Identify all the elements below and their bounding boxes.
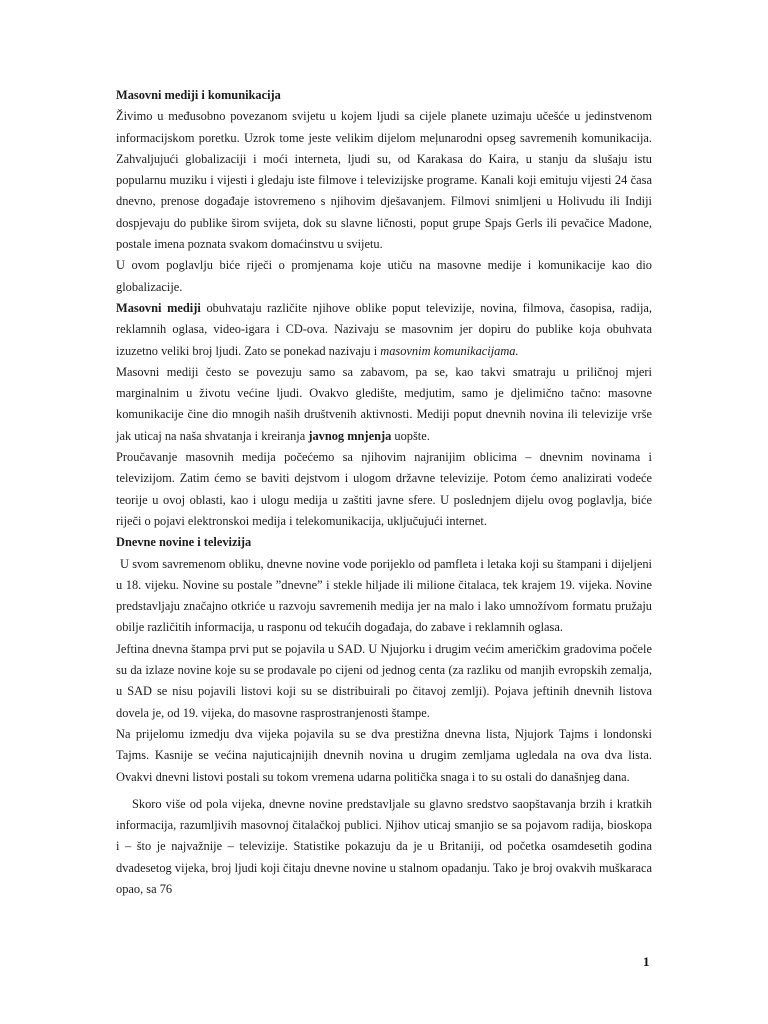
- paragraph: [116, 298, 652, 362]
- paragraph: [116, 362, 652, 447]
- paragraph: Skoro više od pola vijeka, dnevne novine predstavljale su glavno sredstvo saopštavanja brzih i kratkih informacija, razumljivih masovnoj čitalačkoj publici. Njihov uticaj smanjio se sa pojavom radija, bioskopa i – što je najvažnije – televizije. Statistike pokazuju da je u Britaniji, od početka osamdesetih godina dvadesetog vijeka, broj ljudi koji čitaju dnevne novine u stalnom opadanju. Tako je broj ovakvih muškaraca opao, sa 76: [116, 796, 652, 896]
- bold-term: javnog mnjenja: [308, 428, 392, 443]
- document-body: [116, 85, 652, 900]
- paragraph: Na prijelomu izmedju dva vijeka pojavila su se dva prestižna dnevna lista, Njujork Tajms i londonski Tajms. Kasnije se većina najuticajnijih dnevnih novina u drugim zemljama ugledala na ova dva lista. Ovakvi dnevni listovi postali su tokom vremena udarna politička snaga i to su ostali do današnjeg dana.: [116, 726, 652, 784]
- paragraph-text: Masovni mediji često se povezuju samo sa zabavom, pa se, kao takvi smatraju u priličnoj mjeri marginalnim u životu većine ljudi. Ovakvo gledište, medjutim, samo je djelimično tačno: masovne komunikacije čine dio mnogih naših društvenih aktivnosti. Mediji poput dnevnih novina ili televizije vrše jak uticaj na naša shvatanja i kreiranja: [116, 364, 652, 443]
- paragraph-text: uopšte.: [391, 428, 430, 443]
- paragraph: Proučavanje masovnih medija počećemo sa njihovim najranijim oblicima – dnevnim novinama i televizijom. Zatim ćemo se baviti dejstvom i ulogom državne televizije. Potom ćemo analizirati vodeće teorije u ovoj oblasti, kao i ulogu medija u zaštiti javne sfere. U poslednjem dijelu ovog poglavlja, biće riječi o pojavi elektronskoi medija i telekomunikacija, uključujući internet.: [116, 450, 652, 528]
- paragraph: Živimo u međusobno povezanom svijetu u kojem ljudi sa cijele planete uzimaju učešće u jedinstvenom informacijskom poretku. Uzrok tome jeste velikim dijelom meļunarodni opseg savremenih komunikacija. Zahvaljujući globalizaciji i moći interneta, ljudi su, od Karakasa do Kaira, u stanju da slušaju istu popularnu muziku i vijesti i gledaju iste filmove i televizijske programe. Kanali koji emituju vijesti 24 časa dnevno, prenose događaje istovremeno s njihovim dješavanjem. Filmovi snimljeni u Holivudu ili Indiji dospjevaju do publike širom svijeta, dok su slavne ličnosti, poput grupe Spajs Gerls ili pevačice Madone, postale imena poznata svakom domaćinstvu u svijetu.: [116, 109, 652, 252]
- paragraph: U ovom poglavlju biće riječi o promjenama koje utiču na masovne medije i komunikacije kao dio globalizacije.: [116, 258, 652, 294]
- section-heading-mass-media: Masovni mediji i komunikacija: [116, 88, 281, 102]
- section-heading-newspapers-tv: Dnevne novine i televizija: [116, 535, 252, 550]
- paragraph: U svom savremenom obliku, dnevne novine vode porijeklo od pamfleta i letaka koji su štampani i dijeljeni u 18. vijeku. Novine su postale ”dnevne” i stekle hiljade ili milione čitalaca, tek krajem 19. vijeka. Novine predstavljaju značajno otkriće u razvoju savremenih medija jer na malo i lako umnožívom formatu pružaju obilje različitih informacija, u rasponu od tekućih događaja, do zabave i reklamnih oglasa.: [116, 556, 652, 635]
- bold-term: Masovni mediji: [116, 300, 201, 315]
- paragraph: Jeftina dnevna štampa prvi put se pojavila u SAD. U Njujorku i drugim većim američkim gradovima počele su da izlaze novine koje su se prodavale po cijeni od jednog centa (za razliku od manjih evropskih zemalja, u SAD se nisu pojavili listovi koji su se distribuirali po čitavoj zemlji). Pojava jeftinih dnevnih listova dovela je, od 19. vijeka, do masovne rasprostranjenosti štampe.: [116, 641, 652, 720]
- page-number: 1: [643, 954, 650, 969]
- italic-term: masovnim komunikacijama.: [380, 343, 519, 358]
- paragraph-text: obuhvataju različite njihove oblike poput televizije, novina, filmova, časopisa, radija, reklamnih oglasa, video-igara i CD-ova. Nazivaju se masovnim jer dopiru do publike koja obuhvata izuzetno veliki broj ljudi. Zato se ponekad nazivaju i: [116, 300, 652, 358]
